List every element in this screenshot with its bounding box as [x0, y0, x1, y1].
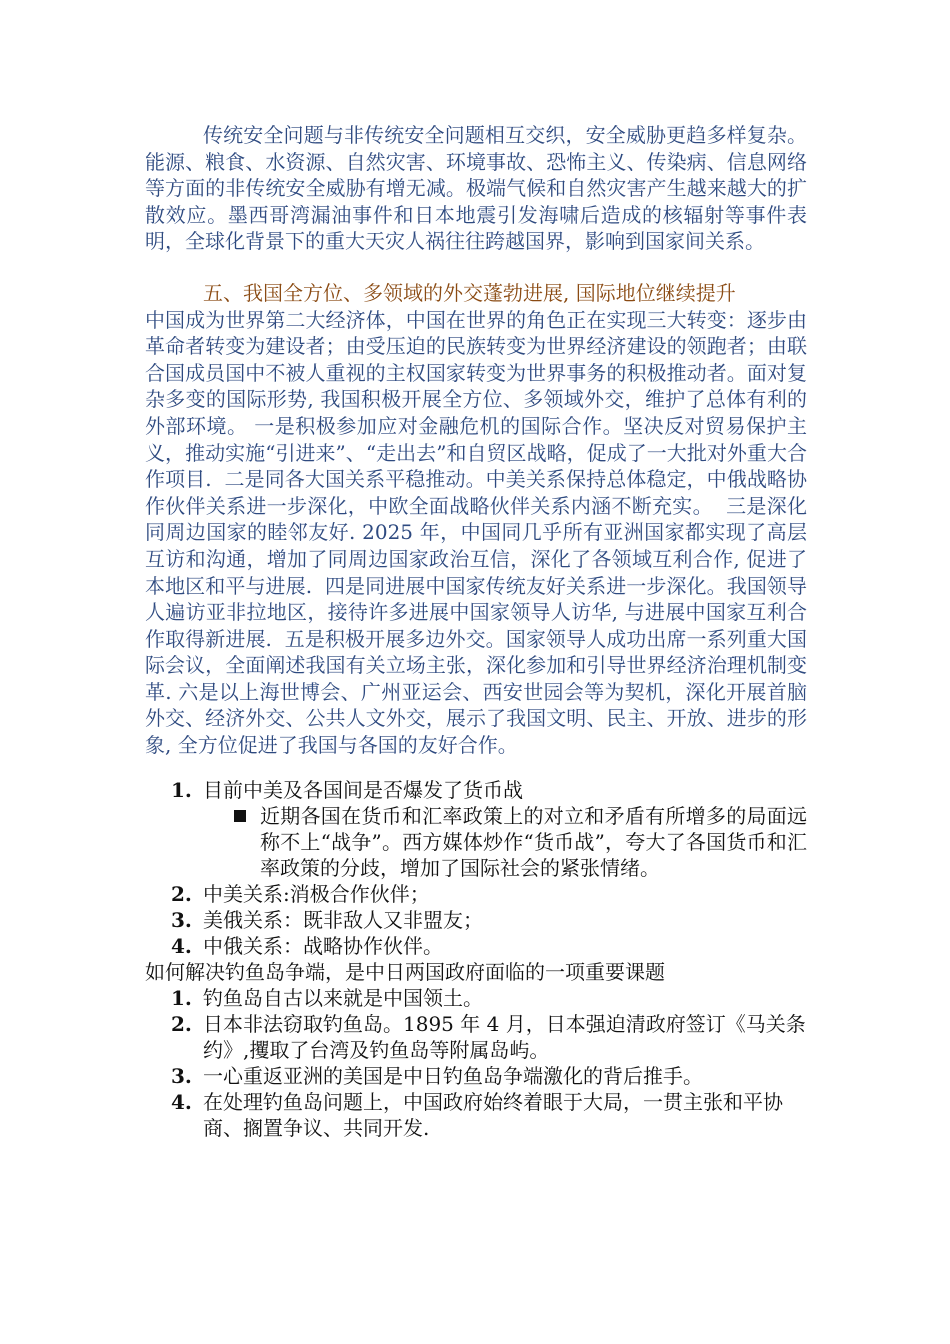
- list-item-text: 一心重返亚洲的美国是中日钓鱼岛争端激化的背后推手。: [203, 1063, 703, 1088]
- bullet-item: [203, 803, 807, 881]
- numbered-list-currency: [145, 777, 807, 803]
- list-number: 2.: [171, 881, 192, 906]
- numbered-list-diaoyu: [145, 985, 807, 1141]
- list-item-text: 目前中美及各国间是否爆发了货币战: [203, 777, 523, 802]
- list-item: [145, 1089, 807, 1141]
- document-page: [145, 122, 807, 1141]
- list-item: [145, 1011, 807, 1063]
- currency-list-section: [145, 777, 807, 1141]
- list-item-text: 美俄关系：既非敌人又非盟友；: [203, 907, 483, 932]
- list-item: [145, 1063, 807, 1089]
- list-item: [145, 907, 807, 933]
- list-number: 1.: [171, 777, 192, 802]
- bullet-text: 近期各国在货币和汇率政策上的对立和矛盾有所增多的局面远称不上“战争”。西方媒体炒作“货币战”，夸大了各国货币和汇率政策的分歧，增加了国际社会的紧张情绪。: [260, 803, 807, 880]
- square-bullet-icon: [234, 810, 246, 822]
- list-number: 4.: [171, 1089, 192, 1114]
- list-number: 4.: [171, 933, 192, 958]
- list-item: [145, 985, 807, 1011]
- spacer: [145, 255, 807, 280]
- list-item-text: 中俄关系：战略协作伙伴。: [203, 933, 443, 958]
- list-item: [145, 777, 807, 803]
- list-number: 1.: [171, 985, 192, 1010]
- paragraph-diplomacy: 中国成为世界第二大经济体，中国在世界的角色正在实现三大转变：逐步由革命者转变为建设者；由受压迫的民族转变为世界经济建设的领跑者；由联合国成员国中不被人重视的主权国家转变为世界事务的积极推动者。面对复杂多变的国际形势, 我国积极开展全方位、多领域外交，维护了总体有利的外部环境。 一是积极参加应对金融危机的国际合作。坚决反对贸易保护主义，推动实施“引进来”、“走出去”和自贸区战略，促成了一大批对外重大合作项目. 二是同各大国关系平稳推动。中美关系保持总体稳定，中俄战略协作伙伴关系进一步深化，中欧全面战略伙伴关系内涵不断充实。 三是深化同周边国家的睦邻友好. 2025 年，中国同几乎所有亚洲国家都实现了高层互访和沟通，增加了同周边国家政治互信，深化了各领域互利合作, 促进了本地区和平与进展. 四是同进展中国家传统友好关系进一步深化。我国领导人遍访亚非拉地区，接待许多进展中国家领导人访华, 与进展中国家互利合作取得新进展. 五是积极开展多边外交。国家领导人成功出席一系列重大国际会议，全面阐述我国有关立场主张，深化参加和引导世界经济治理机制变革. 六是以上海世博会、广州亚运会、西安世园会等为契机，深化开展首脑外交、经济外交、公共人文外交，展示了我国文明、民主、开放、进步的形象, 全方位促进了我国与各国的友好合作。: [145, 307, 807, 758]
- list-item-text: 中美关系:消极合作伙伴；: [203, 881, 430, 906]
- list-item: [145, 933, 807, 959]
- diaoyu-title: 如何解决钓鱼岛争端，是中日两国政府面临的一项重要课题: [145, 959, 665, 984]
- list-number: 2.: [171, 1011, 192, 1036]
- list-number: 3.: [171, 907, 192, 932]
- spacer: [145, 759, 807, 777]
- section-heading-five: 五、我国全方位、多领域的外交蓬勃进展, 国际地位继续提升: [203, 280, 736, 305]
- numbered-list-relations: [145, 881, 807, 959]
- list-item-text: 钓鱼岛自古以来就是中国领土。: [203, 985, 483, 1010]
- list-number: 3.: [171, 1063, 192, 1088]
- list-item-text: 日本非法窃取钓鱼岛。1895 年 4 月，日本强迫清政府签订《马关条约》,攫取了台湾及钓鱼岛等附属岛屿。: [203, 1011, 806, 1062]
- paragraph-nontraditional-security: 传统安全问题与非传统安全问题相互交织，安全威胁更趋多样复杂。能源、粮食、水资源、自然灾害、环境事故、恐怖主义、传染病、信息网络等方面的非传统安全威胁有增无减。极端气候和自然灾害产生越来越大的扩散效应。墨西哥湾漏油事件和日本地震引发海啸后造成的核辐射等事件表明，全球化背景下的重大天灾人祸往往跨越国界，影响到国家间关系。: [145, 123, 807, 254]
- list-item: [145, 881, 807, 907]
- list-item-text: 在处理钓鱼岛问题上，中国政府始终着眼于大局，一贯主张和平协商、搁置争议、共同开发.: [203, 1089, 783, 1140]
